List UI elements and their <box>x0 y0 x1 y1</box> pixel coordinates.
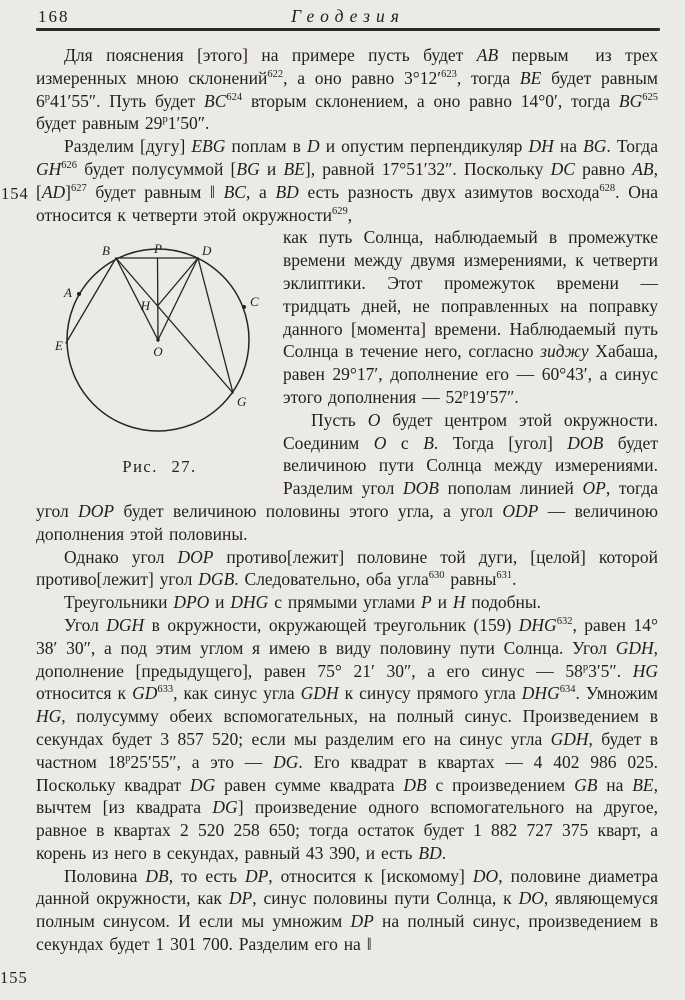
chord-eb <box>66 258 116 343</box>
running-title: Геодезия <box>291 6 405 26</box>
margin-note-154: 154 <box>1 184 29 203</box>
margin-note-155: 155 <box>0 968 28 987</box>
page-number: 168 <box>38 7 70 26</box>
point-label-a: A <box>64 285 72 301</box>
paragraph-4: Однако угол DOP противо[лежит] половине той дуги, [целой] которой противо[лежит] угол DGB. Следовательно, оба угла$^{630}$ равны$^{631}$. <box>36 546 658 590</box>
point-label-g: G <box>237 394 247 410</box>
point-label-e: E <box>55 338 63 354</box>
header-rule <box>36 28 660 31</box>
point-label-o: O <box>153 344 163 360</box>
paragraph-7: Половина DB, то есть DP, относится к [искомому] DO, половине диаметра данной окружности, как DP, синус половины пути Солнца, к DO, являющемуся полным синусом. И если мы умножим DP на полный синус, произведением в секундах будет 1 301 700. Разделим его на ‖ <box>36 865 658 955</box>
paragraph-5: Треугольники DPO и DHG с прямыми углами P и H подобны. <box>64 592 542 613</box>
paragraph-6: Угол DGH в окружности, окружающей треугольник (159) DHG$^{632}$, равен 14° 38′ 30″, а под этим углом я имею в виду половину пути Солнца. Угол GDH, дополнение [предыдущего], равен 75° 21′ 30″, а его синус — $58^р3'5''$. HG относится к GD$^{633}$, как синус угла GDH к синусу прямого угла DHG$^{634}$. Умножим HG, полусумму обеих вспомогательных, на полный синус. Произведением в секундах будет 3 857 520; если мы разделим его на синус угла GDH, будет в частном $18^р25'55''$, а это — DG. Его квадрат в квартах — 4 402 986 025. Поскольку квадрат DG равен сумме квадрата DB с произведением GB на BE, вычтем [из квадрата DG] произведение одного вспомогательного на другое, равное в квартах 2 520 258 650; тогда остаток будет 1 882 727 375 кварт, а корень из него в секундах, равный 43 390, и есть BD. <box>36 614 659 863</box>
body-text <box>36 44 658 956</box>
point-label-p: P <box>154 241 162 257</box>
point-label-h: H <box>140 298 150 314</box>
paragraph-2-continued: как путь Солнца, наблюдаемый в промежутке времени между двумя измерениями, к четверти эклиптики. Этот промежуток времени — тридцать дней, не поправленных на поправку данного [момента] времени. Наблюдаемый путь Солнца в течение него, согласно зиджу Хабаша, равен 29°17′, дополнение его — 60°43′, а синус этого дополнения — $52^р19'57''$. <box>283 227 658 407</box>
figure-27 <box>36 226 283 499</box>
point-o-dot <box>156 339 159 342</box>
point-label-c: C <box>250 294 259 310</box>
point-label-b: B <box>102 243 110 259</box>
paragraph-1: Для пояснения [этого] на примере пусть будет AB первым из трех измеренных мною склонений$^{622}$, а оно равно $3^\circ 12'^{623}$, тогда BE будет равным $6^р41'55''$. Путь будет BC$^{624}$ вторым склонением, а оно равно 14°0′, тогда BG$^{625}$ будет равным $29^р1'50''$. <box>36 45 659 134</box>
point-c-dot <box>242 305 246 309</box>
paragraph-2: Разделим [дугу] EBG поплам в D и опустим перпендикуляр DH на BG. Тогда GH$^{626}$ будет полусуммой [BG и BE], равной 17°51′32″. Поскольку DC равно AB, [AD]$^{627}$ будет равным ‖ BC, а BD есть разность двух азимутов восхода$^{628}$. Она относится к четверти этой окружности$^{629}$, <box>36 136 658 225</box>
point-label-d: D <box>202 243 212 259</box>
geometry-diagram <box>38 240 268 445</box>
page-header <box>36 6 660 28</box>
bisector-po <box>158 258 159 340</box>
paragraph-3: Пусть O будет центром этой окружности. Соединим O с B. Тогда [угол] DOB будет величиною пути Солнца между измерениями. Разделим угол DOB пополам линией OP, тогда угол DOP будет величиною половины этого угла, а угол ODP — величиною дополнения этой половины. <box>36 409 658 544</box>
point-a-dot <box>77 292 81 296</box>
figure-caption: Рис. 27. <box>122 457 197 477</box>
